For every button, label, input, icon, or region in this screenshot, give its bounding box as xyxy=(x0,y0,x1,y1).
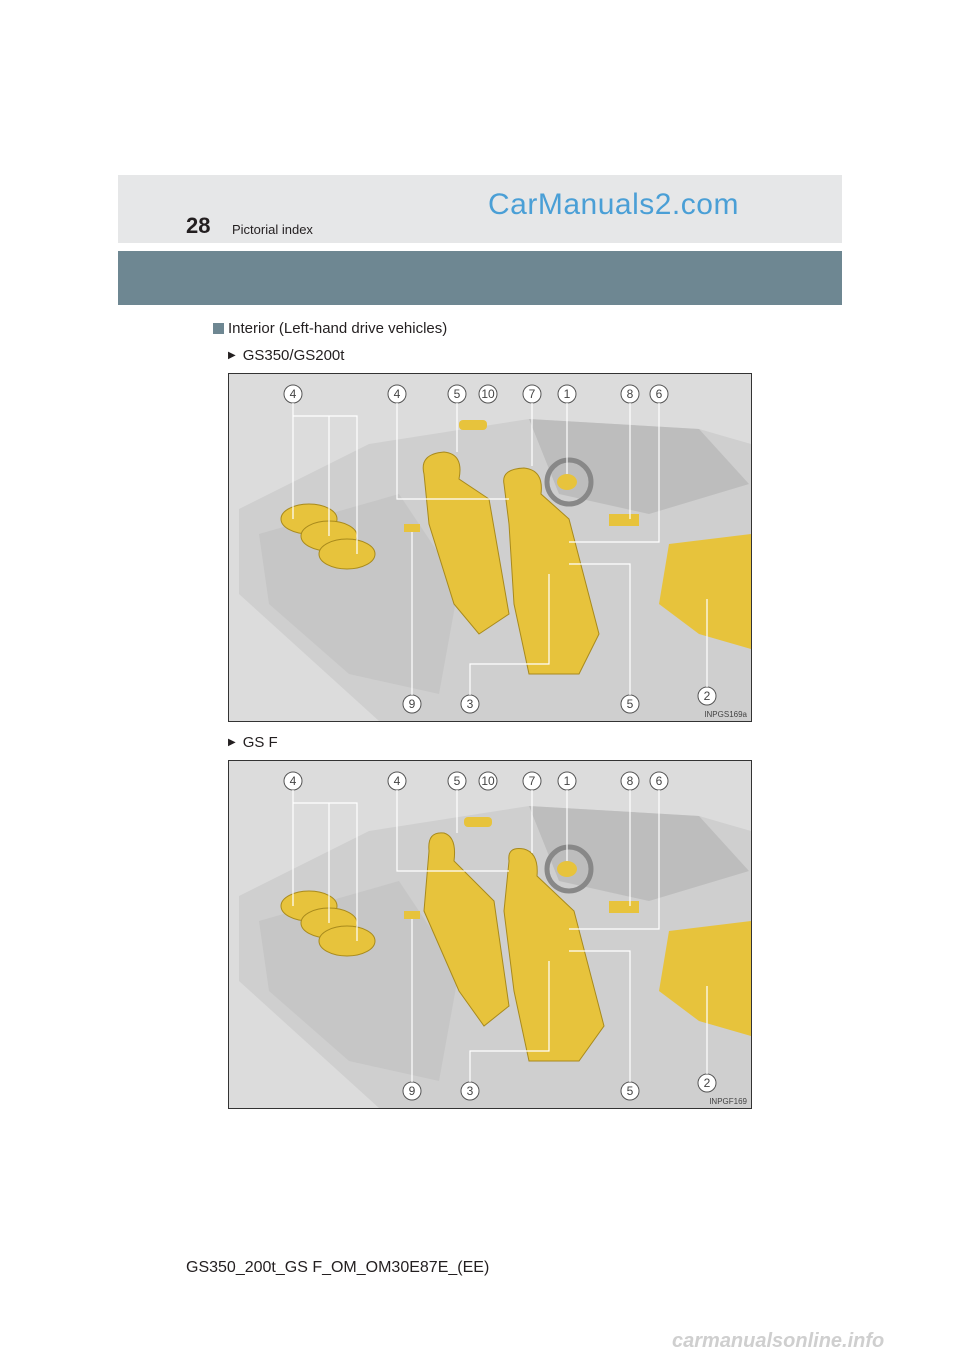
callout-9: 9 xyxy=(408,697,416,711)
callout-10: 10 xyxy=(481,774,495,788)
figure-code: INPGS169a xyxy=(704,710,747,719)
callout-8: 8 xyxy=(626,387,634,401)
callout-9: 9 xyxy=(408,1084,416,1098)
footer-site-watermark: carmanualsonline.info xyxy=(672,1330,885,1352)
callout-4a: 4 xyxy=(289,387,297,401)
callout-8: 8 xyxy=(626,774,634,788)
interior-illustration-gs350 xyxy=(228,373,752,722)
figure-label-gsf xyxy=(228,734,278,751)
interior-drawing xyxy=(229,761,751,1108)
callout-5: 5 xyxy=(453,387,461,401)
callout-7: 7 xyxy=(528,774,536,788)
callout-4a: 4 xyxy=(289,774,297,788)
figure-code: INPGF169 xyxy=(709,1097,747,1106)
watermark-logo: CarManuals2.com xyxy=(488,188,739,221)
callout-3: 3 xyxy=(466,697,474,711)
callout-6: 6 xyxy=(655,387,663,401)
callout-10: 10 xyxy=(481,387,495,401)
figure-label-text: GS F xyxy=(242,734,278,751)
triangle-bullet-icon: ▶ xyxy=(228,737,236,748)
callout-7: 7 xyxy=(528,387,536,401)
callout-4b: 4 xyxy=(393,387,401,401)
page-number: 28 xyxy=(186,213,211,238)
callout-4b: 4 xyxy=(393,774,401,788)
section-title: Interior (Left-hand drive vehicles) xyxy=(228,320,448,337)
callout-3: 3 xyxy=(466,1084,474,1098)
figure-label-text: GS350/GS200t xyxy=(242,347,345,364)
callout-1: 1 xyxy=(563,387,571,401)
footer-doc-id: GS350_200t_GS F_OM_OM30E87E_(EE) xyxy=(186,1259,490,1276)
interior-illustration-gsf xyxy=(228,760,752,1109)
callout-1: 1 xyxy=(563,774,571,788)
square-bullet-icon xyxy=(213,323,224,334)
callout-5: 5 xyxy=(453,774,461,788)
callout-2: 2 xyxy=(703,689,711,703)
callout-5b: 5 xyxy=(626,1084,634,1098)
callout-6: 6 xyxy=(655,774,663,788)
section-band xyxy=(118,251,842,305)
section-heading xyxy=(213,320,447,337)
callout-5b: 5 xyxy=(626,697,634,711)
figure-label-gs350 xyxy=(228,347,344,364)
triangle-bullet-icon: ▶ xyxy=(228,350,236,361)
page-title: Pictorial index xyxy=(232,222,313,237)
interior-drawing xyxy=(229,374,751,721)
callout-2: 2 xyxy=(703,1076,711,1090)
